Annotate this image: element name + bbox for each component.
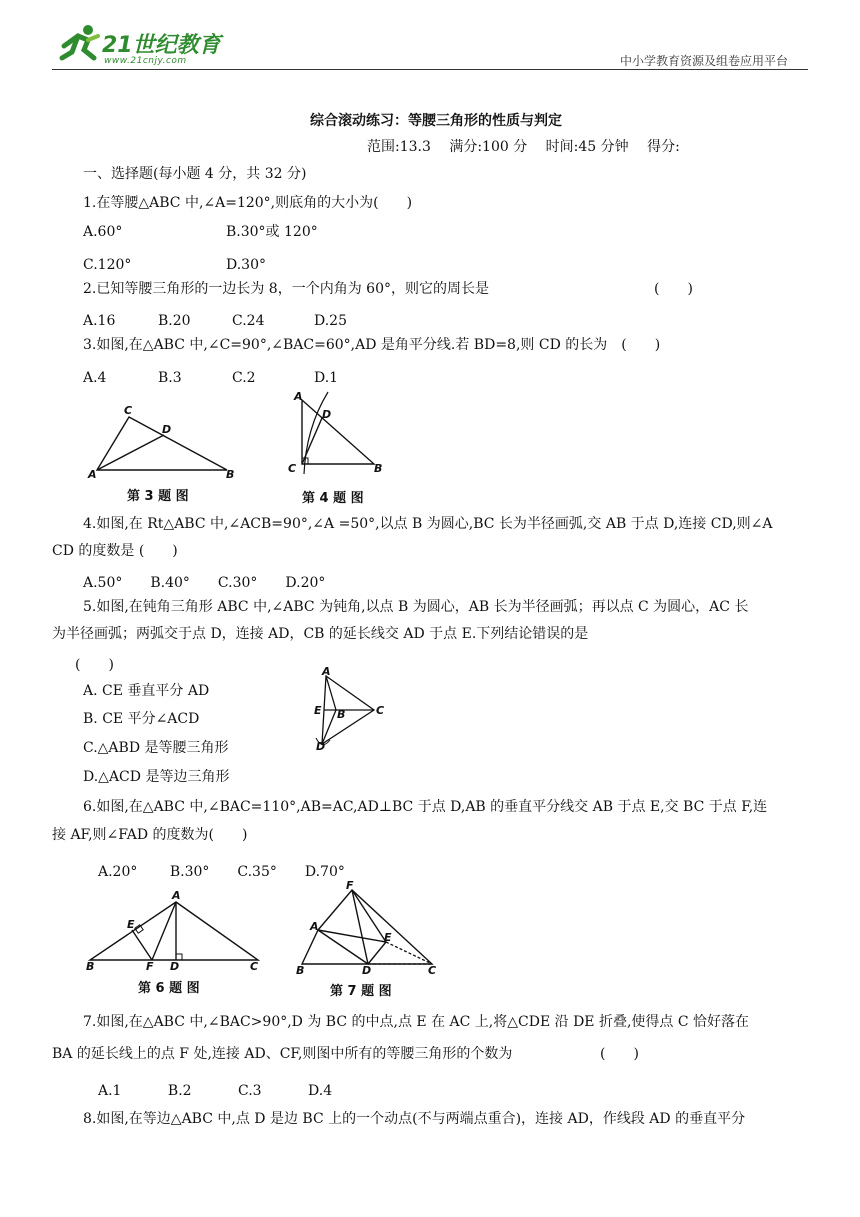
- svg-text:B: B: [296, 964, 305, 977]
- q2-choice-c: C.24: [232, 313, 265, 329]
- q5-choice-b: B. CE 平分∠ACD: [83, 711, 200, 727]
- svg-text:E: E: [127, 918, 135, 931]
- svg-text:D: D: [322, 408, 332, 421]
- svg-text:D: D: [170, 960, 180, 973]
- fig6-caption: 第 6 题 图: [138, 981, 200, 996]
- q1-choice-b: B.30°或 120°: [226, 224, 318, 240]
- q3-choice-b: B.3: [158, 370, 182, 386]
- section-heading: 一、选择题(每小题 4 分，共 32 分): [83, 166, 307, 182]
- q7-line1: 7.如图,在△ABC 中,∠BAC>90°,D 为 BC 的中点,点 E 在 AC 上,将△CDE 沿 DE 折叠,使得点 C 恰好落在: [83, 1014, 750, 1030]
- q1-choice-c: C.120°: [83, 257, 132, 273]
- svg-text:A: A: [172, 889, 181, 902]
- svg-text:B: B: [86, 960, 95, 973]
- svg-text:C: C: [250, 960, 259, 973]
- svg-text:A: A: [294, 390, 303, 403]
- q7-paren: ( ): [600, 1046, 639, 1062]
- q6-line1: 6.如图,在△ABC 中,∠BAC=110°,AB=AC,AD⊥BC 于点 D,AB 的垂直平分线交 AB 于点 E,交 BC 于点 F,连: [83, 799, 768, 815]
- q3-stem: 3.如图,在△ABC 中,∠C=90°,∠BAC=60°,AD 是角平分线.若 BD=8,则 CD 的长为 ( ): [83, 337, 661, 353]
- svg-text:F: F: [146, 960, 154, 973]
- svg-text:C: C: [376, 704, 385, 717]
- q2-paren: ( ): [654, 281, 693, 297]
- svg-text:A: A: [322, 666, 331, 678]
- svg-text:B: B: [226, 468, 235, 481]
- figure-5: [310, 666, 392, 752]
- svg-text:D: D: [162, 423, 172, 436]
- q4-choices: A.50° B.40° C.30° D.20°: [83, 575, 326, 591]
- q6-line2: 接 AF,则∠FAD 的度数为( ): [52, 827, 248, 843]
- q1-choice-a: A.60°: [83, 224, 123, 240]
- svg-text:B: B: [337, 708, 346, 721]
- q5-choice-d: D.△ACD 是等边三角形: [83, 769, 230, 785]
- svg-text:C: C: [288, 462, 297, 475]
- svg-text:B: B: [374, 462, 383, 475]
- q4-line2: CD 的度数是 ( ): [52, 543, 178, 559]
- q7-line2: BA 的延长线上的点 F 处,连接 AD、CF,则图中所有的等腰三角形的个数为: [52, 1046, 513, 1062]
- q2-choice-a: A.16: [83, 313, 116, 329]
- q2-choice-b: B.20: [158, 313, 191, 329]
- q4-line1: 4.如图,在 Rt△ABC 中,∠ACB=90°,∠A =50°,以点 B 为圆心,BC 长为半径画弧,交 AB 于点 D,连接 CD,则∠A: [83, 516, 773, 532]
- logo-url: www.21cnjy.com: [104, 56, 187, 66]
- svg-text:C: C: [124, 404, 133, 417]
- q3-choice-a: A.4: [83, 370, 107, 386]
- exam-meta: 范围:13.3 满分:100 分 时间:45 分钟 得分:: [367, 139, 680, 155]
- q2-choice-d: D.25: [314, 313, 347, 329]
- header-right-text: 中小学教育资源及组卷应用平台: [620, 54, 789, 68]
- q5-line2: 为半径画弧；两弧交于点 D，连接 AD，CB 的延长线交 AD 于点 E.下列结论错误的是: [52, 626, 589, 642]
- header-logo: [58, 22, 228, 68]
- q3-choice-c: C.2: [232, 370, 256, 386]
- svg-text:A: A: [310, 920, 319, 933]
- fig4-caption: 第 4 题 图: [302, 491, 364, 506]
- q5-paren: ( ): [75, 657, 114, 673]
- svg-text:D: D: [362, 964, 372, 977]
- page-title: 综合滚动练习：等腰三角形的性质与判定: [310, 113, 562, 129]
- fig3-caption: 第 3 题 图: [127, 489, 189, 504]
- q5-choice-a: A. CE 垂直平分 AD: [83, 683, 210, 699]
- q5-line1: 5.如图,在钝角三角形 ABC 中,∠ABC 为钝角,以点 B 为圆心，AB 长为半径画弧；再以点 C 为圆心，AC 长: [83, 599, 749, 615]
- figure-3: [84, 400, 244, 482]
- q1-choice-d: D.30°: [226, 257, 266, 273]
- figure-6: [82, 888, 268, 974]
- figure-7: [290, 880, 448, 978]
- q2-stem: 2.已知等腰三角形的一边长为 8，一个内角为 60°，则它的周长是: [83, 281, 489, 297]
- svg-text:D: D: [316, 740, 326, 752]
- q7-choices: A.1 B.2 C.3 D.4: [98, 1083, 333, 1099]
- fig7-caption: 第 7 题 图: [330, 984, 392, 999]
- q6-choices: A.20° B.30° C.35° D.70°: [98, 864, 345, 880]
- svg-text:A: A: [88, 468, 97, 481]
- svg-text:E: E: [384, 931, 392, 944]
- logo-text: 21世纪教育: [102, 33, 221, 58]
- q3-choice-d: D.1: [314, 370, 339, 386]
- svg-text:E: E: [314, 704, 322, 717]
- svg-text:F: F: [346, 880, 354, 892]
- runner-logo-icon: [58, 24, 102, 64]
- svg-text:C: C: [428, 964, 437, 977]
- q1-stem: 1.在等腰△ABC 中,∠A=120°,则底角的大小为( ): [83, 195, 413, 211]
- q5-choice-c: C.△ABD 是等腰三角形: [83, 740, 229, 756]
- q8-line1: 8.如图,在等边△ABC 中,点 D 是边 BC 上的一个动点(不与两端点重合)，连接 AD，作线段 AD 的垂直平分: [83, 1111, 746, 1127]
- header-rule: [52, 69, 808, 70]
- figure-4: [284, 388, 394, 480]
